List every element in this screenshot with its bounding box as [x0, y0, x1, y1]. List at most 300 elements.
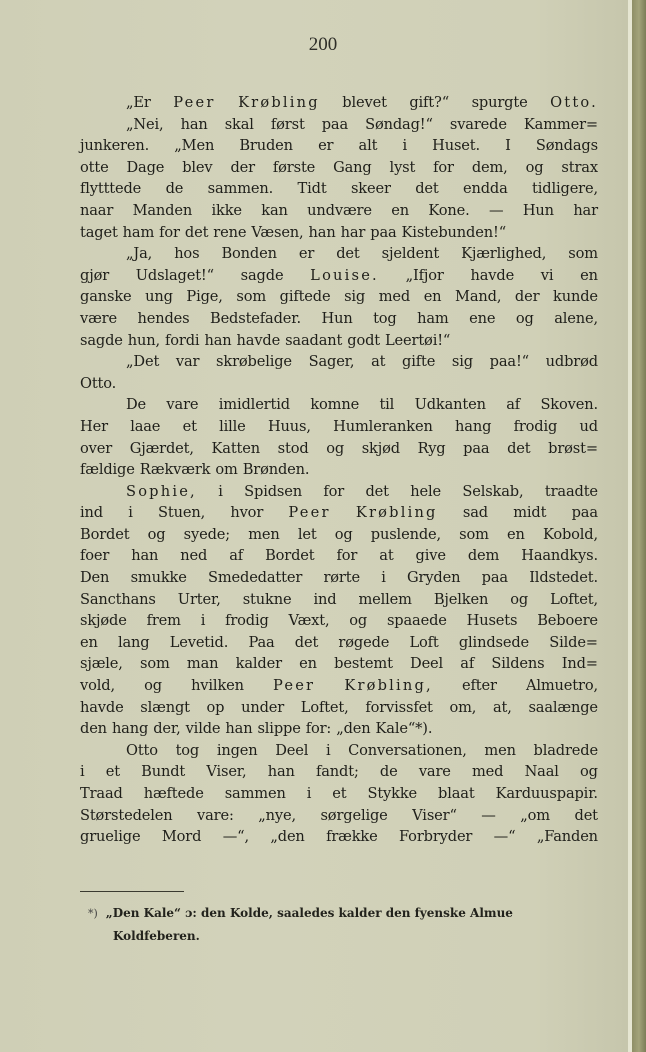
word: han — [267, 763, 295, 781]
word: — — [489, 201, 504, 219]
word: Bruden — [239, 137, 293, 155]
word: af — [506, 396, 521, 414]
word: sammen — [224, 785, 286, 802]
word: Væxt, — [288, 612, 330, 630]
text-line — [80, 286, 598, 308]
word: ud — [579, 417, 598, 435]
word: efter — [462, 677, 497, 695]
word: de — [379, 763, 398, 781]
word: et — [182, 417, 197, 435]
text-line — [80, 114, 598, 136]
word: Loftet, — [300, 698, 349, 716]
word: Naal — [524, 763, 559, 781]
word: Peer — [173, 94, 216, 111]
word: Manden — [132, 201, 193, 219]
word: blevet — [342, 94, 387, 111]
word: slippe — [257, 720, 301, 738]
word: tidligere, — [532, 180, 598, 198]
word: stod — [277, 439, 309, 457]
word: kalder — [235, 655, 282, 673]
word: Bedstefader. — [210, 309, 301, 327]
word: og — [525, 158, 544, 176]
word: Søndag!“ — [365, 115, 433, 133]
word: sagde — [80, 331, 123, 349]
text-line — [80, 243, 598, 265]
word: Krøbling — [355, 504, 438, 522]
footnote-divider — [80, 891, 184, 892]
word: Stykke — [367, 785, 418, 802]
word: Tidt — [297, 180, 327, 198]
text-line — [80, 200, 598, 222]
word: sjæle, — [80, 655, 123, 673]
word: sammen. — [207, 180, 274, 198]
word: det — [415, 180, 439, 198]
word: et — [332, 785, 347, 802]
word: alt — [358, 137, 378, 155]
text-line — [80, 653, 598, 675]
word: Skoven. — [540, 396, 598, 414]
word: han — [180, 115, 208, 133]
word: paa!“ — [489, 353, 529, 371]
word: i — [218, 482, 223, 500]
text-line — [80, 178, 598, 200]
footnote-line-1 — [88, 902, 598, 925]
word: paa — [481, 569, 508, 587]
word: havde — [80, 698, 124, 716]
word: til — [379, 396, 395, 414]
word: brøst= — [548, 439, 598, 457]
word: over — [80, 439, 113, 457]
word: paa — [571, 504, 598, 522]
word: det — [336, 245, 360, 263]
word: det — [507, 439, 531, 457]
word: taget — [80, 223, 118, 241]
word: Gjærdet, — [129, 439, 194, 457]
word: „Ifjor — [405, 266, 444, 284]
word: rørte — [323, 569, 360, 587]
word: Haandkys. — [521, 547, 598, 565]
word: godt — [347, 331, 380, 349]
word: I — [505, 137, 511, 155]
text-line — [80, 351, 598, 373]
word: Otto. — [550, 94, 598, 111]
text-line — [80, 157, 598, 179]
word: „Nei, — [126, 115, 164, 133]
word: som — [140, 655, 170, 673]
word: syede; — [183, 525, 231, 543]
word: Conversationen, — [348, 741, 467, 759]
word: Den — [80, 569, 110, 587]
word: komne — [310, 396, 360, 414]
word: man — [186, 655, 219, 673]
word: som — [236, 288, 267, 306]
word: Stuen, — [158, 504, 206, 522]
word: røgede — [338, 633, 390, 651]
text-line — [80, 805, 598, 827]
word: Deel — [410, 655, 444, 673]
word: hele — [410, 482, 441, 500]
word: den — [80, 720, 107, 738]
word: —“ — [493, 828, 516, 846]
word: Kale“*). — [375, 720, 433, 738]
word: hang — [455, 417, 492, 435]
word: Størstedelen — [80, 806, 173, 824]
text-line — [80, 394, 598, 416]
text-line — [80, 373, 598, 395]
word: vare: — [197, 806, 234, 824]
body-text — [80, 92, 598, 848]
footnote-line-2: Koldfeberen. — [113, 929, 200, 943]
text-line — [80, 416, 598, 438]
word: Dage — [126, 158, 165, 176]
word: en — [80, 633, 98, 651]
word: saadant — [285, 331, 343, 349]
word: gift?“ — [409, 94, 450, 111]
word: der — [514, 288, 540, 306]
word: Kammer= — [523, 115, 598, 133]
word: blev — [182, 158, 213, 176]
word: spaaede — [386, 612, 447, 630]
word: Selskab, — [462, 482, 524, 500]
word: slængt — [140, 698, 190, 716]
word: sig — [344, 288, 366, 306]
word: ham — [122, 223, 155, 241]
word: det — [294, 633, 319, 651]
word: i — [402, 137, 407, 155]
word: Peer — [288, 504, 331, 522]
word: Krøbling, — [344, 677, 433, 695]
word: de — [165, 180, 184, 198]
text-line — [80, 761, 598, 783]
text-line — [80, 308, 598, 330]
word: „den — [336, 720, 371, 738]
word: Beboere — [537, 612, 598, 630]
word: Kjærlighed, — [461, 245, 547, 263]
footnote — [88, 902, 598, 947]
text-line — [80, 783, 598, 805]
word: foer — [80, 547, 110, 565]
word: sig — [451, 353, 473, 371]
word: Udkanten — [414, 396, 486, 414]
word: i — [381, 569, 386, 587]
word: „om — [520, 806, 550, 824]
word: lyst — [389, 158, 416, 176]
word: give — [415, 547, 446, 565]
word: i — [80, 763, 85, 781]
word: frække — [326, 828, 378, 846]
word: han — [308, 223, 336, 241]
word: først — [270, 115, 305, 133]
text-line — [80, 524, 598, 546]
word: Søndags — [535, 137, 598, 155]
word: glindsede — [458, 633, 530, 651]
word: sjeldent — [381, 245, 440, 263]
word: ikke — [211, 201, 242, 219]
word: en — [391, 201, 409, 219]
text-line — [80, 589, 598, 611]
word: frodig — [513, 417, 558, 435]
word: frem — [146, 612, 181, 630]
word: „nye, — [258, 806, 296, 824]
text-line — [80, 502, 598, 524]
word: at — [371, 353, 386, 371]
word: at — [379, 547, 394, 565]
word: Huus, — [267, 417, 311, 435]
word: det — [365, 482, 389, 500]
word: ind — [313, 590, 337, 608]
word: Pige, — [186, 288, 223, 306]
word: hendes — [137, 309, 190, 327]
word: Kobold, — [542, 525, 598, 543]
word: og — [515, 309, 534, 327]
word: for — [336, 547, 358, 565]
word: Sager, — [308, 353, 355, 371]
word: otte — [80, 158, 109, 176]
word: har — [340, 223, 366, 241]
word: vare — [166, 396, 199, 414]
word: gjør — [80, 266, 110, 284]
word: flytttede — [80, 180, 142, 198]
word: og — [349, 612, 368, 630]
word: var — [175, 353, 200, 371]
word: i — [200, 612, 206, 630]
word: hæftede — [143, 785, 204, 802]
word: havde — [470, 266, 515, 284]
text-line — [80, 675, 598, 697]
word: Smededatter — [207, 569, 303, 587]
word: skrøbelige — [216, 353, 292, 371]
word: Krøbling — [238, 94, 320, 111]
word: om — [215, 461, 238, 479]
word: er — [298, 245, 315, 263]
word: i — [306, 785, 312, 802]
word: Otto. — [80, 374, 117, 392]
word: for — [433, 158, 454, 176]
word: Brønden. — [242, 461, 310, 479]
word: tog — [175, 741, 200, 759]
word: Bordet — [80, 525, 130, 543]
word: han — [225, 720, 253, 738]
text-line — [80, 545, 598, 567]
word: imidlertid — [218, 396, 290, 414]
word: svarede — [449, 115, 507, 133]
word: Viser“ — [412, 806, 457, 824]
word: være — [80, 309, 117, 327]
word: Kistebunden!“ — [401, 223, 507, 241]
word: vi — [540, 266, 554, 284]
word: Gryden — [407, 569, 461, 587]
word: havde — [236, 331, 281, 349]
word: Traad — [80, 785, 123, 802]
word: og — [510, 590, 529, 608]
word: blaat — [438, 785, 475, 802]
word: og — [144, 677, 162, 695]
word: fandt; — [315, 763, 359, 781]
word: af — [229, 547, 244, 565]
word: skjød — [361, 439, 400, 457]
word: saalænge — [528, 698, 598, 716]
word: smukke — [130, 569, 187, 587]
word: let — [297, 525, 317, 543]
word: lille — [219, 417, 246, 435]
word: som — [568, 245, 598, 263]
word: ned — [180, 547, 208, 565]
word: der — [230, 158, 255, 176]
word: Kone. — [428, 201, 470, 219]
word: naar — [80, 201, 114, 219]
word: skjøde — [80, 612, 127, 630]
word: op — [206, 698, 225, 716]
word: Udslaget!“ — [135, 266, 214, 284]
word: Mord — [161, 828, 202, 846]
word: en — [423, 288, 442, 306]
word: fældige — [80, 461, 135, 479]
word: Loftet, — [550, 590, 598, 608]
word: paa — [321, 115, 349, 133]
text-line — [80, 740, 598, 762]
word: Bonden — [221, 245, 277, 263]
word: Leertøi!“ — [385, 331, 451, 349]
word: Hun — [522, 201, 554, 219]
word: Væsen, — [251, 223, 304, 241]
word: Otto — [126, 741, 158, 759]
word: sørgelige — [320, 806, 388, 824]
word: som — [459, 525, 489, 543]
footnote-marker: *) — [88, 907, 98, 920]
word: vare — [418, 763, 451, 781]
word: ind — [80, 504, 103, 522]
word: Her — [80, 417, 108, 435]
word: Sildens — [491, 655, 545, 673]
word: „Men — [174, 137, 215, 155]
word: strax — [561, 158, 598, 176]
word: Almuetro, — [525, 677, 598, 695]
word: Rækværk — [139, 461, 211, 479]
footnote-text: „Den Kale“ ɔ: den Kolde, saaledes kalder den fyenske Almue — [105, 906, 513, 920]
text-line — [80, 481, 598, 503]
word: et — [105, 763, 120, 781]
word: Mand, — [455, 288, 502, 306]
word: bladrede — [533, 741, 598, 759]
word: forvissfet — [365, 698, 433, 716]
book-binding-edge — [632, 0, 646, 1052]
word: hvor — [230, 504, 264, 522]
word: det — [184, 223, 209, 241]
word: ham — [417, 309, 449, 327]
word: sad — [462, 504, 488, 522]
word: mellem — [358, 590, 412, 608]
word: i — [128, 504, 133, 522]
word: kunde — [553, 288, 598, 306]
word: Viser, — [206, 763, 247, 781]
word: hun, — [127, 331, 161, 349]
word: Peer — [273, 677, 316, 695]
word: skal — [224, 115, 254, 133]
word: kan — [261, 201, 288, 219]
word: dem, — [471, 158, 508, 176]
word: ung — [145, 288, 173, 306]
word: Deel — [275, 741, 309, 759]
word: Spidsen — [244, 482, 302, 500]
word: hang — [111, 720, 149, 738]
word: ganske — [80, 288, 132, 306]
word: og — [147, 525, 166, 543]
word: endda — [462, 180, 508, 198]
word: paa — [463, 439, 490, 457]
word: „Er — [126, 94, 151, 111]
word: Katten — [211, 439, 260, 457]
word: lang — [117, 633, 150, 651]
word: Sophie, — [126, 482, 197, 500]
word: „Det — [126, 353, 160, 371]
word: Sancthans — [80, 590, 156, 608]
text-line — [80, 265, 598, 287]
word: stukne — [242, 590, 292, 608]
word: Husets — [466, 612, 518, 630]
text-line — [80, 697, 598, 719]
word: „den — [270, 828, 305, 846]
text-line — [80, 92, 598, 114]
word: midt — [513, 504, 547, 522]
text-line — [80, 438, 598, 460]
word: Bordet — [265, 547, 315, 565]
word: frodig — [225, 612, 269, 630]
word: De — [126, 396, 147, 414]
word: dem — [467, 547, 500, 565]
word: og — [580, 763, 598, 781]
word: „Ja, — [126, 245, 153, 263]
word: Levetid. — [169, 633, 229, 651]
word: Paa — [248, 633, 275, 651]
word: af — [460, 655, 475, 673]
word: under — [241, 698, 285, 716]
word: junkeren. — [80, 137, 150, 155]
word: med — [378, 288, 411, 306]
word: gruelige — [80, 828, 141, 846]
word: en — [507, 525, 525, 543]
text-line — [80, 826, 598, 848]
word: paa — [370, 223, 397, 241]
word: for — [159, 223, 180, 241]
word: hvilken — [191, 677, 244, 695]
text-line — [80, 632, 598, 654]
word: —“, — [222, 828, 249, 846]
text-line — [80, 567, 598, 589]
word: undvære — [307, 201, 372, 219]
word: Bundt — [141, 763, 186, 781]
text-line — [80, 222, 598, 244]
word: for: — [305, 720, 332, 738]
word: vilde — [185, 720, 221, 738]
word: for — [323, 482, 345, 500]
word: med — [471, 763, 504, 781]
text-line — [80, 459, 598, 481]
word: Urter, — [177, 590, 221, 608]
text-line — [80, 135, 598, 157]
text-line — [80, 718, 598, 740]
word: har — [573, 201, 598, 219]
word: Ryg — [417, 439, 446, 457]
word: Ind= — [561, 655, 598, 673]
word: udbrød — [545, 353, 598, 371]
word: puslende, — [370, 525, 441, 543]
word: første — [272, 158, 316, 176]
text-line — [80, 330, 598, 352]
word: fordi — [165, 331, 200, 349]
word: der, — [153, 720, 181, 738]
word: bestemt — [334, 655, 393, 673]
word: vold, — [80, 677, 115, 695]
